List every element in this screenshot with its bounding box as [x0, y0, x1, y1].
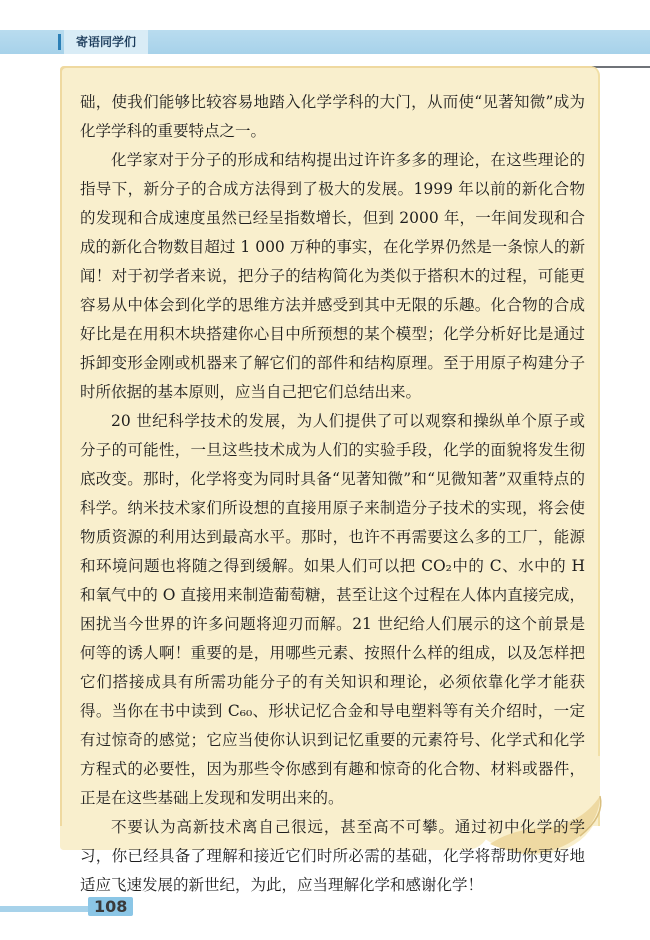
paragraph-2: 化学家对于分子的形成和结构提出过许许多多的理论，在这些理论的指导下，新分子的合成方法得到了极大的发展。1999 年以前的新化合物的发现和合成速度虽然已经呈指数增长，但到 2000 年，一年间发现和合成的新化合物数目超过 1 000 万种的事实，在化学界仍然是一条惊人的新闻！对于初学者来说，把分子的结构简化为类似于搭积木的过程，可能更容易从中体会到化学的思维方法并感受到其中无限的乐趣。化合物的合成好比是在用积木块搭建你心目中所预想的某个模型；化学分析好比是通过拆卸变形金刚或机器来了解它们的部件和结构原理。至于用原子构建分子时所依据的基本原则，应当自己把它们总结出来。: [80, 151, 585, 401]
paragraph-3: 20 世纪科学技术的发展，为人们提供了可以观察和操纵单个原子或分子的可能性，一旦这些技术成为人们的实验手段，化学的面貌将发生彻底改变。那时，化学将变为同时具备“见著知微”和“见微知著”双重特点的科学。纳米技术家们所设想的直接用原子来制造分子技术的实现，将会使物质资源的利用达到最高水平。那时，也许不再需要这么多的工厂，能源和环境问题也将随之得到缓解。如果人们可以把 CO₂中的 C、水中的 H 和氧气中的 O 直接用来制造葡萄糖，甚至让这个过程在人体内直接完成，困扰当今世界的许多问题将迎刃而解。21 世纪给人们展示的这个前景是何等的诱人啊！重要的是，用哪些元素、按照什么样的组成，以及怎样把它们搭接成具有所需功能分子的有关知识和理论，必须依靠化学才能获得。当你在书中读到 C₆₀、形状记忆合金和导电塑料等有关介绍时，一定有过惊奇的感觉；它应当使你认识到记忆重要的元素符号、化学式和化学方程式的必要性，因为那些令你感到有趣和惊奇的化合物、材料或器件，正是在这些基础上发现和发明出来的。: [80, 412, 585, 807]
paragraph-4: 不要认为高新技术离自己很远，甚至高不可攀。通过初中化学的学习，你已经具备了理解和接近它们时所必需的基础，化学将帮助你更好地适应飞速发展的新世纪，为此，应当理解化学和感谢化学！: [80, 818, 585, 894]
section-title: 寄语同学们: [64, 30, 148, 54]
header-bar: [0, 30, 650, 54]
body-text: [80, 88, 585, 900]
page-number-stripe: [0, 906, 88, 912]
page-number: 108: [88, 897, 133, 916]
paragraph-1: 础，使我们能够比较容易地踏入化学学科的大门，从而使“见著知微”成为化学学科的重要特点之一。: [80, 93, 585, 140]
